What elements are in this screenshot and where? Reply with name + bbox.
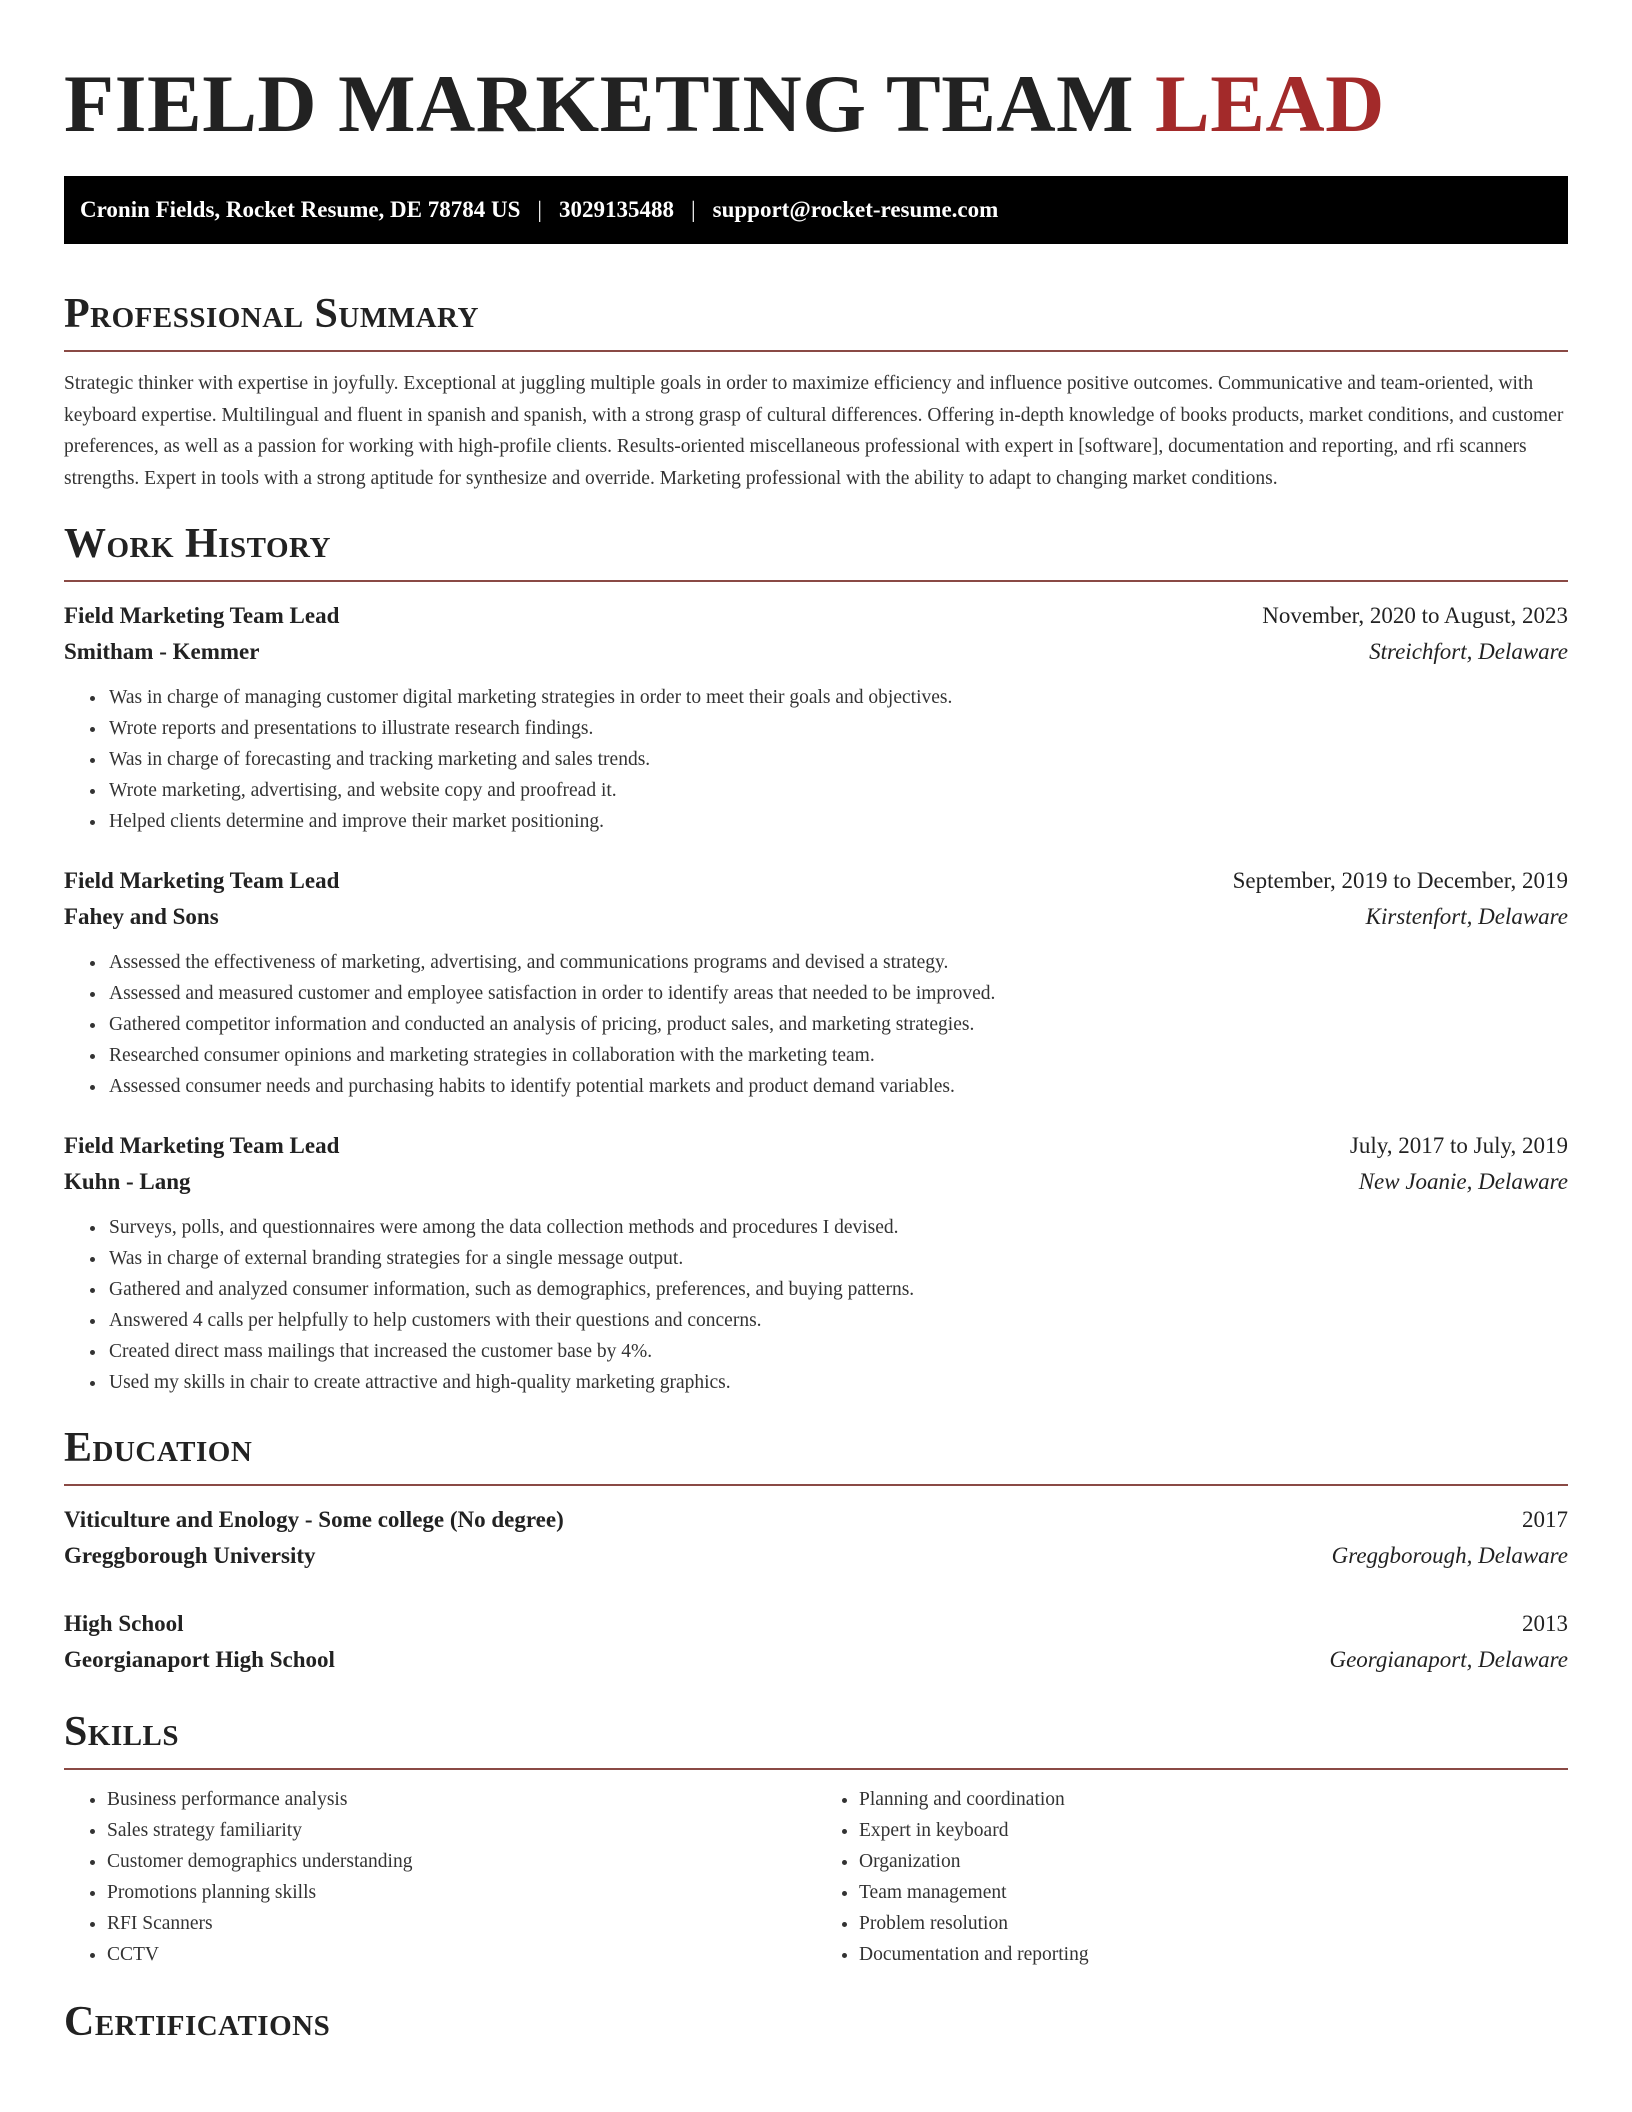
job-bullet: • Helped clients determine and improve their market positioning. — [107, 806, 1568, 837]
job-title: Field Marketing Team Lead — [64, 868, 340, 893]
contact-separator: | — [537, 197, 543, 222]
resume-title — [64, 0, 1568, 176]
job-bullet: • Assessed consumer needs and purchasing habits to identify potential markets and product demand variables. — [107, 1071, 1568, 1102]
job-bullets — [64, 947, 1568, 1102]
contact-separator: | — [691, 197, 696, 222]
skill-item: • Problem resolution — [859, 1908, 1568, 1939]
job-bullet: • Gathered competitor information and conducted an analysis of pricing, product sales, and marketing strategies. — [107, 1009, 1568, 1040]
section-heading-certifications: Certifications — [64, 1999, 331, 2045]
job-company: Kuhn - Lang — [64, 1169, 191, 1194]
education-year: 2013 — [1522, 1611, 1568, 1636]
job-dates: November, 2020 to August, 2023 — [1262, 603, 1568, 628]
job-location: Streichfort, Delaware — [1369, 639, 1568, 664]
education-year: 2017 — [1522, 1507, 1568, 1532]
skills-section — [64, 1706, 1568, 1970]
skill-item: • Sales strategy familiarity — [107, 1815, 816, 1846]
education-location: Greggborough, Delaware — [1331, 1543, 1568, 1568]
education-section — [64, 1422, 1568, 1678]
contact-phone: 3029135488 — [559, 197, 675, 222]
section-heading-work-history: Work History — [64, 521, 331, 567]
job-company: Smitham - Kemmer — [64, 639, 260, 664]
job-bullet: • Used my skills in chair to create attractive and high-quality marketing graphics. — [107, 1367, 1568, 1398]
skill-item: • Documentation and reporting — [859, 1939, 1568, 1970]
education-location: Georgianaport, Delaware — [1329, 1647, 1568, 1672]
education-school: Greggborough University — [64, 1543, 316, 1568]
job-bullet: • Was in charge of external branding strategies for a single message output. — [107, 1243, 1568, 1274]
job-entry — [64, 863, 1568, 1102]
education-degree: High School — [64, 1611, 184, 1636]
job-dates: July, 2017 to July, 2019 — [1349, 1133, 1568, 1158]
skill-item: • Team management — [859, 1877, 1568, 1908]
skill-item: • Expert in keyboard — [859, 1815, 1568, 1846]
skill-item: • CCTV — [107, 1939, 816, 1970]
job-bullet: • Researched consumer opinions and marketing strategies in collaboration with the marketing team. — [107, 1040, 1568, 1071]
job-bullet: • Answered 4 calls per helpfully to help customers with their questions and concerns. — [107, 1305, 1568, 1336]
job-bullets — [64, 1212, 1568, 1398]
skills-columns — [64, 1770, 1568, 1970]
skill-item: • Organization — [859, 1846, 1568, 1877]
education-entry — [64, 1606, 1568, 1678]
contact-address: Cronin Fields, Rocket Resume, DE 78784 US — [80, 197, 521, 222]
section-divider — [64, 350, 1568, 352]
section-heading-summary: Professional Summary — [64, 291, 479, 337]
job-bullet: • Wrote marketing, advertising, and website copy and proofread it. — [107, 775, 1568, 806]
education-school: Georgianaport High School — [64, 1647, 335, 1672]
job-entry — [64, 1128, 1568, 1398]
section-divider — [64, 1484, 1568, 1486]
contact-email: support@rocket-resume.com — [712, 197, 999, 222]
skill-item: • Promotions planning skills — [107, 1877, 816, 1908]
job-dates: September, 2019 to December, 2019 — [1232, 868, 1568, 893]
job-bullet: • Assessed and measured customer and employee satisfaction in order to identify areas that needed to be improved. — [107, 978, 1568, 1009]
skill-item: • Business performance analysis — [107, 1784, 816, 1815]
summary-section — [64, 288, 1568, 494]
job-bullet: • Assessed the effectiveness of marketing, advertising, and communications programs and devised a strategy. — [107, 947, 1568, 978]
work-history-section — [64, 518, 1568, 1398]
job-bullet: • Was in charge of managing customer digital marketing strategies in order to meet their goals and objectives. — [107, 682, 1568, 713]
skill-item: • Planning and coordination — [859, 1784, 1568, 1815]
skill-item: • Customer demographics understanding — [107, 1846, 816, 1877]
summary-text: Strategic thinker with expertise in joyfully. Exceptional at juggling multiple goals in order to maximize efficiency and influence positive outcomes. Communicative and team-oriented, with keyboard expertise. Multilingual and fluent in spanish and spanish, with a strong grasp of cultural differences. Offering in-depth knowledge of books products, market conditions, and customer preferences, as well as a passion for working with high-profile clients. Results-oriented miscellaneous professional with expert in [software], documentation and reporting, and rfi scanners strengths. Expert in tools with a strong aptitude for synthesize and override. Marketing professional with the ability to adapt to changing market conditions. — [64, 373, 1564, 489]
section-heading-skills: Skills — [64, 1709, 180, 1755]
title-main: FIELD MARKETING TEAM — [64, 58, 1135, 149]
certifications-section — [64, 1996, 1568, 2048]
job-bullet: • Surveys, polls, and questionnaires were among the data collection methods and procedures I devised. — [107, 1212, 1568, 1243]
skills-list-left — [64, 1784, 816, 1970]
job-location: New Joanie, Delaware — [1358, 1169, 1568, 1194]
contact-bar — [64, 176, 1568, 244]
title-accent: LEAD — [1155, 58, 1385, 149]
job-title: Field Marketing Team Lead — [64, 1133, 340, 1158]
job-title: Field Marketing Team Lead — [64, 603, 340, 628]
job-entry — [64, 598, 1568, 837]
job-bullet: • Gathered and analyzed consumer information, such as demographics, preferences, and buying patterns. — [107, 1274, 1568, 1305]
job-company: Fahey and Sons — [64, 904, 219, 929]
education-entry — [64, 1502, 1568, 1574]
skill-item: • RFI Scanners — [107, 1908, 816, 1939]
job-bullets — [64, 682, 1568, 837]
skills-list-right — [816, 1784, 1568, 1970]
job-bullet: • Was in charge of forecasting and tracking marketing and sales trends. — [107, 744, 1568, 775]
section-divider — [64, 580, 1568, 582]
education-degree: Viticulture and Enology - Some college (No degree) — [64, 1507, 564, 1532]
job-bullet: • Created direct mass mailings that increased the customer base by 4%. — [107, 1336, 1568, 1367]
section-heading-education: Education — [64, 1425, 253, 1471]
job-bullet: • Wrote reports and presentations to illustrate research findings. — [107, 713, 1568, 744]
job-location: Kirstenfort, Delaware — [1365, 904, 1568, 929]
